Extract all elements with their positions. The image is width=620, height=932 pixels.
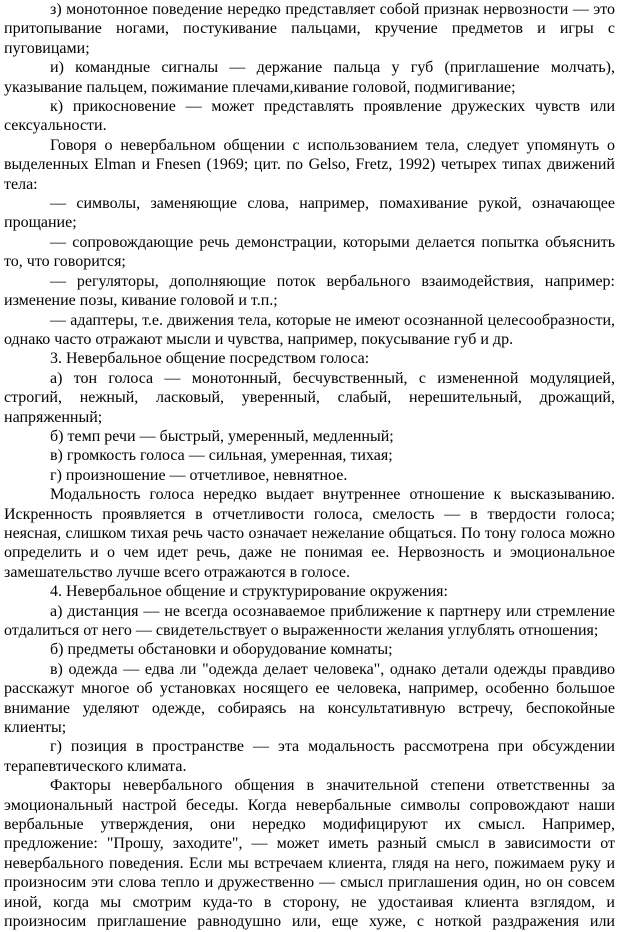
paragraph-g-pronunciation: г) произношение — отчетливое, невнятное. [50,466,348,484]
paragraph-regulators: — регуляторы, дополняющие поток вербального взаимодействия, например: изменение позы, кивание головой и т.п.; [4,272,615,310]
paragraph-a-distance: а) дистанция — не всегда осознаваемое приближение к партнеру или стремление отдалиться от него — свидетельствует о выраженности желания углублять отношения; [4,602,615,639]
paragraph-symbols: — символы, заменяющие слова, например, помахивание рукой, означающее прощание; [4,195,615,232]
paragraph-v-clothing: в) одежда — едва ли "одежда делает человека", однако детали одежды правдиво расскажут многое об установках носящего ее человека, например, особенно большое внимание уделяют одежде, собираясь на консультативную встречу, беспокойные клиенты; [4,660,615,737]
paragraph-i-command-signals: и) командные сигналы — держание пальца у губ (приглашение молчать), указывание пальцем, пожимание плечами,кивание головой, подмигивание; [4,59,615,96]
paragraph-k-touch: к) прикосновение — может представлять проявление дружеских чувств или сексуальности. [4,98,615,135]
paragraph-v-voice-volume: в) громкость голоса — сильная, умеренная, тихая; [50,447,393,465]
paragraph-b-room-furnishings: б) предметы обстановки и оборудование комнаты; [50,641,393,659]
paragraph-voice-modality: Модальность голоса нередко выдает внутреннее отношение к высказыванию. Искренность проявляется в отчетливости голоса, смелость — в твердости голоса; неясная, слишком тихая речь часто означает нежелание общаться. По тону голоса можно определить и о чем идет речь, даже не понимая ее. Нервозность и эмоциональное замешательство лучше всего отражаются в голосе. [4,486,615,581]
paragraph-b-speech-tempo: б) темп речи — быстрый, умеренный, медленный; [50,427,394,445]
paragraph-a-voice-tone: а) тон голоса — монотонный, бесчувственный, с измененной модуляцией, строгий, нежный, ласковый, уверенный, слабый, нерешительный, дрожащий, напряженный; [4,369,615,426]
paragraph-z-monotonous-behavior: з) монотонное поведение нередко представляет собой признак нервозности — это притопывание ногами, постукивание пальцами, кручение предметов и игры с пуговицами; [4,1,615,57]
paragraph-adapters: — адаптеры, т.е. движения тела, которые не имеют осознанной целесообразности, однако часто отражают мысли и чувства, например, покусывание губ и др. [4,311,615,348]
paragraph-nonverbal-factors: Факторы невербального общения в значительной степени ответственны за эмоциональный настрой беседы. Когда невербальные символы сопровождают наши вербальные утверждения, они нередко модифицируют их смысл. Например, предложение: "Прошу, заходите", — может иметь разный смысл в зависимости от невербального поведения. Если мы встречаем клиента, глядя на него, пожимаем руку и произносим эти слова тепло и дружественно — смысл приглашения один, но он совсем иной, когда мы смотрим куда-то в сторону, не удостаивая клиента взглядом, и произносим приглашение равнодушно или, еще хуже, с ноткой раздражения или [4,777,615,931]
paragraph-g-spatial-position: г) позиция в пространстве — эта модальность рассмотрена при обсуждении терапевтического климата. [4,738,615,775]
heading-environment-structuring: 4. Невербальное общение и структурирование окружения: [50,583,448,601]
paragraph-body-movement-types-intro: Говоря о невербальном общении с использованием тела, следует упомянуть о выделенных Elman и Fnesen (1969; цит. по Gelso, Fretz, 1992) четырех типах движений тела: [4,136,615,193]
heading-voice-communication: 3. Невербальное общение посредством голоса: [50,350,370,368]
paragraph-illustrators: — сопровождающие речь демонстрации, которыми делается попытка объяснить то, что говорится; [4,233,615,271]
